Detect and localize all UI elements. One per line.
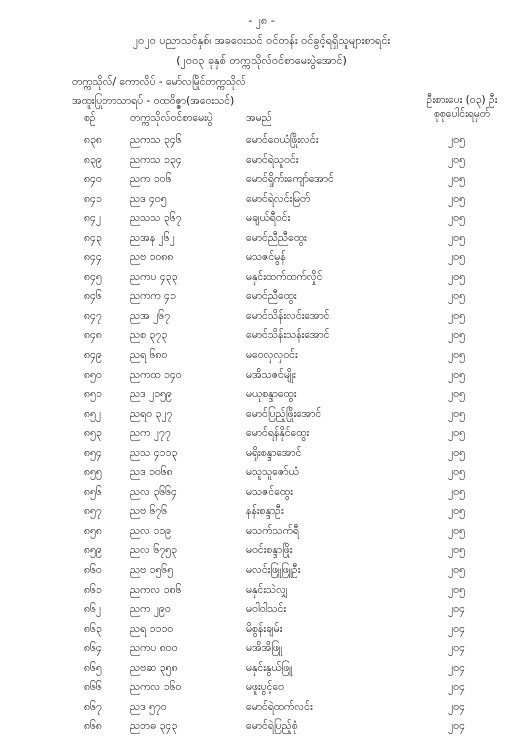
row-number: ၈၆၃ (84, 622, 102, 635)
roll-number: ညဗ ၁၀၈၈ (130, 251, 174, 264)
student-name: မောင်ရှိုက်းကျော်အောင် (246, 173, 334, 186)
student-name: မဝေလှလှဝင်း (246, 349, 298, 362)
total-score: ၂၀၅ (448, 368, 465, 381)
total-score: ၂၀၄ (448, 622, 465, 635)
row-number: ၈၅၅ (84, 466, 102, 479)
specialization-line: အထူးပြုဘာသာရပ် - ဝထဝိဇ္ဇာ(အဝေးသင်) (72, 95, 235, 107)
roll-number: ညသသ ၃၆၇ (130, 212, 182, 225)
student-name: မောင်ရဲလင်းမြတ် (246, 192, 311, 205)
total-score: ၂၀၄ (448, 720, 465, 733)
table-row (0, 287, 523, 307)
row-number: ၈၄၂ (84, 212, 102, 225)
student-name: မယုစန္ဒာထွေး (246, 388, 297, 401)
score-header (424, 93, 500, 121)
total-score: ၂၀၅ (448, 583, 465, 596)
row-number: ၈၃၉ (84, 153, 102, 166)
roll-number: ညလ ၁၁၉ (130, 524, 172, 537)
row-number: ၈၄၀ (84, 173, 102, 186)
total-score: ၂၀၅ (448, 407, 465, 420)
score-header-line2: စုစုပေါင်းရမှတ် (433, 108, 491, 120)
table-row (0, 659, 523, 679)
student-name: မသဇင်ထွေး (246, 485, 293, 498)
table-row (0, 581, 523, 601)
table-row (0, 678, 523, 698)
student-name: မနှင်းထက်ထက်လှိုင် (246, 270, 323, 283)
table-row (0, 541, 523, 561)
table-row (0, 170, 523, 190)
total-score: ၂၀၄ (448, 700, 465, 713)
row-number: ၈၆၅ (84, 661, 102, 674)
column-header-name: အမည် (246, 112, 272, 124)
table-row (0, 385, 523, 405)
roll-number: ညသ ၄၁၁၃ (130, 446, 178, 459)
total-score: ၂၀၅ (448, 544, 465, 557)
student-name: မသက်သက်ရီ (246, 524, 299, 537)
student-name: မောင်ညီညီထွေး (246, 231, 307, 244)
total-score: ၂၀၅ (448, 388, 465, 401)
student-name: မဝါဝါသင်း (246, 603, 287, 616)
document-subtitle: (၂၀၀၃ ခုနှစ် တက္ကသိုလ်ဝင်စာမေးပွဲအောင်) (176, 54, 347, 67)
student-name: မောင်ညီထွေး (246, 290, 297, 303)
roll-number: ညဗဆ ၃၅၈ (130, 661, 178, 674)
column-header-roll: တက္ကသိုလ်ဝင်စာမေးပွဲ (130, 112, 213, 124)
student-name: မောင်သိန်းလင်းအောင် (246, 309, 330, 322)
row-number: ၈၄၁ (84, 192, 102, 205)
university-line: တက္ကသိုလ်/ ကောလိပ် - မော်လမြိုင်တက္ကသိုလ် (72, 76, 246, 88)
document-title: ၂၀၂၀ ပညာသင်နှစ်၊ အခဝေးသင် ဝင်တန်း ဝင်ခွင့်ရရှိသူများစာရင်း (132, 34, 391, 47)
roll-number: ညဘဓ ၃၄၃ (130, 720, 178, 733)
total-score: ၂၀၅ (448, 212, 465, 225)
row-number: ၈၃၈ (84, 134, 102, 146)
page-number: - ၂၈ - (248, 14, 275, 27)
row-number: ၈၅၄ (84, 446, 102, 459)
row-number: ၈၅၃ (84, 427, 102, 440)
table-row (0, 405, 523, 425)
student-name: မောင်ရန်နိုင်ထွေး (246, 427, 310, 440)
table-row (0, 502, 523, 522)
row-number: ၈၅၇ (84, 505, 102, 518)
row-number: ၈၆၀ (84, 564, 102, 577)
table-row (0, 190, 523, 210)
row-number: ၈၆၆ (84, 681, 102, 694)
row-number: ၈၆၂ (84, 603, 102, 616)
roll-number: ညရ ၆၈၀ (130, 349, 168, 362)
total-score: ၂၀၅ (448, 564, 465, 577)
student-name: မသူသူဇော်ယံ (246, 466, 299, 479)
roll-number: ညဒ ၄၀၅ (130, 192, 167, 205)
student-name: မနှင်းနွယ်ဖြူ (246, 661, 293, 674)
row-number: ၈၄၅ (84, 270, 102, 283)
row-number: ၈၄၄ (84, 251, 102, 264)
student-name: မောင်ပြည့်ဖြိုးအောင် (246, 407, 322, 420)
roll-number: ညကပ ၄၃၃ (130, 270, 178, 283)
roll-number: ညအ ၂၆၇ (130, 309, 171, 322)
table-row (0, 326, 523, 346)
total-score: ၂၀၅ (448, 329, 465, 342)
row-number: ၈၄၆ (84, 290, 102, 303)
roll-number: ညရ ၁၁၁၀ (130, 622, 174, 635)
student-name: မရိုးစန္ဒာအောင် (246, 446, 302, 459)
roll-number: ညကသ ၃၄၆ (130, 134, 182, 146)
table-row (0, 483, 523, 503)
table-row (0, 698, 523, 718)
roll-number: ညရ၀ ၃၂၇ (130, 407, 173, 420)
total-score: ၂၀၅ (448, 251, 465, 264)
row-number: ၈၄၈ (84, 329, 102, 342)
table-row (0, 248, 523, 268)
total-score: ၂၀၅ (448, 290, 465, 303)
total-score: ၂၀၅ (448, 485, 465, 498)
row-number: ၈၅၉ (84, 544, 102, 557)
student-name: မဝင်းစန္ဒာဖြိုး (246, 544, 293, 557)
table-row (0, 620, 523, 640)
total-score: ၂၀၄ (448, 661, 465, 674)
student-name: မနှင်းသဲလျှ (246, 583, 288, 596)
total-score: ၂၀၅ (448, 349, 465, 362)
roll-number: ညက ၂၉၀ (130, 603, 171, 616)
row-number: ၈၅၆ (84, 485, 102, 498)
results-list (0, 131, 523, 737)
table-row (0, 444, 523, 464)
total-score: ၂၀၅ (448, 192, 465, 205)
total-score: ၂၀၅ (448, 231, 465, 244)
roll-number: ညကလ ၁၆၀ (130, 681, 182, 694)
total-score: ၂၀၅ (448, 427, 465, 440)
row-number: ၈၅၂ (84, 407, 102, 420)
row-number: ၈၄၉ (84, 349, 102, 362)
table-row (0, 561, 523, 581)
student-name: မိစွန်းချမ်း (246, 622, 283, 635)
roll-number: ညကက ၄၁ (130, 290, 176, 303)
total-score: ၂၀၅ (448, 505, 465, 518)
roll-number: ညအန ၂၆၂ (130, 231, 175, 244)
table-row (0, 346, 523, 366)
roll-number: ညဒ ၂၁၅၉ (130, 388, 172, 401)
total-score: ၂၀၅ (448, 466, 465, 479)
total-score: ၂၀၅ (448, 134, 465, 146)
row-number: ၈၆၇ (84, 700, 102, 713)
table-row (0, 600, 523, 620)
total-score: ၂၀၅ (448, 446, 465, 459)
row-number: ၈၅၈ (84, 524, 102, 537)
total-score: ၂၀၅ (448, 524, 465, 537)
student-name: မောင်ရဲသူဝင်း (246, 153, 299, 166)
student-name: မောင်ဝေယံဖြိုးလင်း (246, 134, 319, 146)
table-row (0, 268, 523, 288)
roll-number: ညကလ ၁၈၆ (130, 583, 182, 596)
row-number: ၈၄၇ (84, 309, 102, 322)
table-row (0, 131, 523, 151)
total-score: ၂၀၄ (448, 603, 465, 616)
row-number: ၈၆၈ (84, 720, 102, 733)
student-name: မလင်းဖြူဖြူဦး (246, 564, 301, 577)
table-row (0, 717, 523, 737)
student-name: မချယ်ရီဝင်း (246, 212, 291, 225)
roll-number: ညဗ ၁၅၆၅ (130, 564, 174, 577)
roll-number: ညက ၁၀၆ (130, 173, 172, 186)
row-number: ၈၆၁ (84, 583, 102, 596)
total-score: ၂၀၅ (448, 153, 465, 166)
table-row (0, 209, 523, 229)
total-score: ၂၀၄ (448, 642, 465, 655)
roll-number: ညလ ၃၆၆၄ (130, 485, 177, 498)
roll-number: ညလ ၆၇၅၃ (130, 544, 177, 557)
roll-number: ညဒ ၁၀၆၈ (130, 466, 173, 479)
total-score: ၂၀၅ (448, 270, 465, 283)
student-name: မောင်ရဲပြည့်စုံ (246, 720, 298, 733)
table-row (0, 307, 523, 327)
row-number: ၈၅၁ (84, 388, 102, 401)
student-name: နန်းစန္ဒာဦး (246, 505, 284, 518)
roll-number: ညဒ ၅၇၀ (130, 700, 167, 713)
total-score: ၂၀၄ (448, 681, 465, 694)
student-name: မဖူးပွင့်ဝေ (246, 681, 285, 694)
roll-number: ညဗ ၆၇၆ (130, 505, 168, 518)
roll-number: ညက ၂၇၇ (130, 427, 171, 440)
table-row (0, 151, 523, 171)
table-row (0, 463, 523, 483)
student-name: မောင်သိန်းသန်းအောင် (246, 329, 330, 342)
table-row (0, 639, 523, 659)
row-number: ၈၄၃ (84, 231, 102, 244)
student-name: မအိအိဖြူ (246, 642, 283, 655)
roll-number: ညကထ ၁၄၀ (130, 368, 182, 381)
table-row (0, 229, 523, 249)
table-row (0, 522, 523, 542)
table-row (0, 366, 523, 386)
column-header-no: စဉ် (84, 112, 96, 124)
roll-number: ညစ ၃၇၃ (130, 329, 168, 342)
total-score: ၂၀၅ (448, 309, 465, 322)
table-row (0, 424, 523, 444)
roll-number: ညကသ ၁၃၄ (130, 153, 182, 166)
student-name: မအိသဇင်မျိုး (246, 368, 296, 381)
score-header-line1: ဦးစားပေး (၀၃) ဦး (426, 94, 498, 106)
roll-number: ညကပ ၈၀၀ (130, 642, 178, 655)
student-name: မောင်ရဲထက်လင်း (246, 700, 313, 713)
total-score: ၂၀၅ (448, 173, 465, 186)
row-number: ၈၆၄ (84, 642, 102, 655)
student-name: မသဇင်မွန် (246, 251, 286, 264)
row-number: ၈၅၀ (84, 368, 102, 381)
